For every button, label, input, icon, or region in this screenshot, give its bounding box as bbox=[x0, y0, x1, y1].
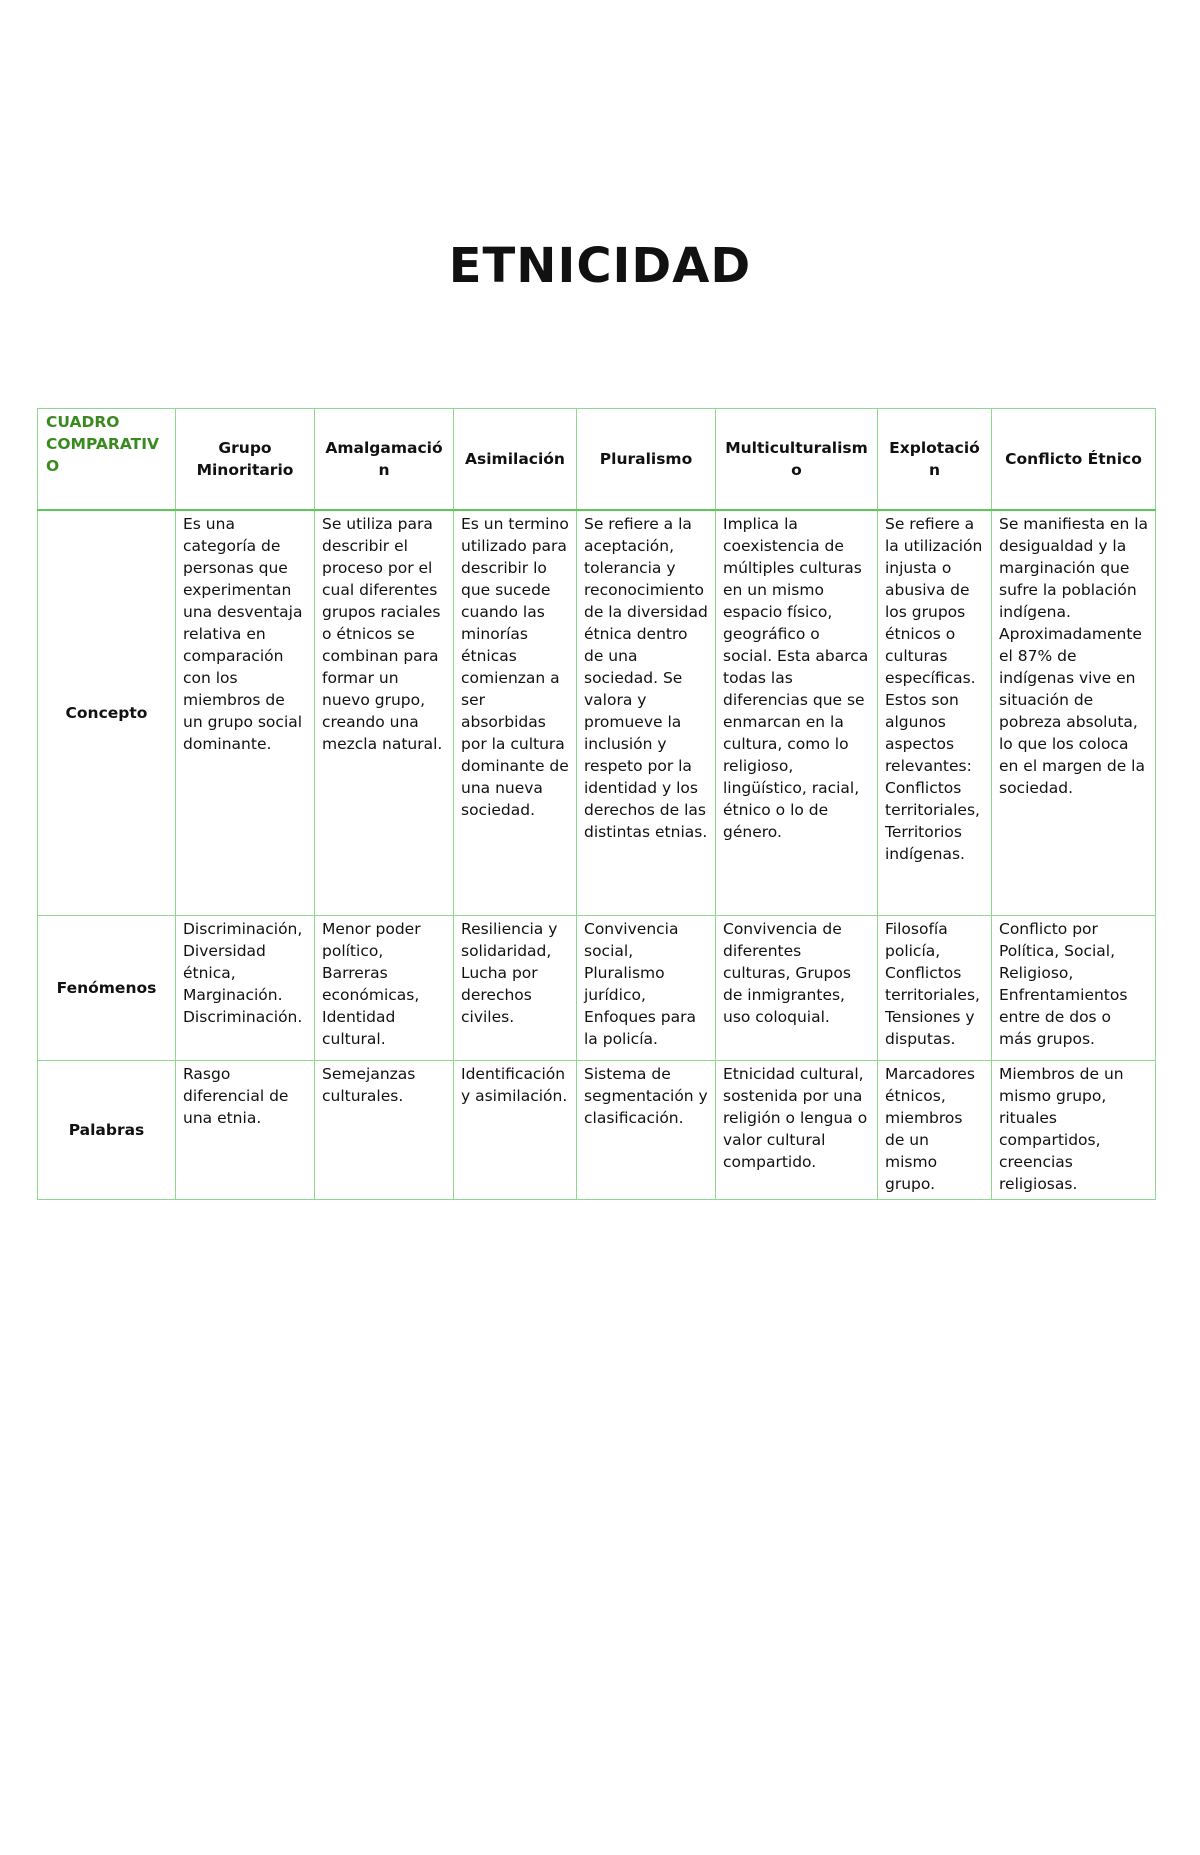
table-cell: Rasgo diferencial de una etnia. bbox=[176, 1061, 315, 1200]
table-cell: Discriminación, Diversidad étnica, Marginación. Discriminación. bbox=[176, 916, 315, 1061]
column-header: Asimilación bbox=[454, 409, 577, 511]
row-header: Concepto bbox=[38, 510, 176, 916]
corner-label: CUADRO COMPARATIVO bbox=[38, 409, 176, 511]
table-cell: Sistema de segmentación y clasificación. bbox=[577, 1061, 716, 1200]
table-cell: Identificación y asimilación. bbox=[454, 1061, 577, 1200]
table-cell: Convivencia de diferentes culturas, Grupos de inmigrantes, uso coloquial. bbox=[716, 916, 878, 1061]
table-cell: Semejanzas culturales. bbox=[315, 1061, 454, 1200]
comparison-table bbox=[37, 408, 1156, 1200]
table-cell: Se refiere a la aceptación, tolerancia y reconocimiento de la diversidad étnica dentro de una sociedad. Se valora y promueve la inclusión y respeto por la identidad y los derechos de las distintas etnias. bbox=[577, 510, 716, 916]
table-cell: Conflicto por Política, Social, Religioso, Enfrentamientos entre de dos o más grupos. bbox=[992, 916, 1156, 1061]
table-row bbox=[38, 1061, 1156, 1200]
table-cell: Se refiere a la utilización injusta o abusiva de los grupos étnicos o culturas específicas. Estos son algunos aspectos relevantes: Conflictos territoriales, Territorios indígenas. bbox=[878, 510, 992, 916]
comparison-table-container bbox=[37, 408, 1155, 1200]
table-cell: Filosofía policía, Conflictos territoriales, Tensiones y disputas. bbox=[878, 916, 992, 1061]
table-cell: Se manifiesta en la desigualdad y la marginación que sufre la población indígena. Aproximadamente el 87% de indígenas vive en situación de pobreza absoluta, lo que los coloca en el margen de la sociedad. bbox=[992, 510, 1156, 916]
table-cell: Convivencia social, Pluralismo jurídico, Enfoques para la policía. bbox=[577, 916, 716, 1061]
column-header: Conflicto Étnico bbox=[992, 409, 1156, 511]
column-header: Multiculturalismo bbox=[716, 409, 878, 511]
column-header: Pluralismo bbox=[577, 409, 716, 511]
table-row bbox=[38, 916, 1156, 1061]
table-cell: Implica la coexistencia de múltiples culturas en un mismo espacio físico, geográfico o social. Esta abarca todas las diferencias que se enmarcan en la cultura, como lo religioso, lingüístico, racial, étnico o lo de género. bbox=[716, 510, 878, 916]
table-cell: Es un termino utilizado para describir lo que sucede cuando las minorías étnicas comienzan a ser absorbidas por la cultura dominante de una nueva sociedad. bbox=[454, 510, 577, 916]
row-header: Palabras bbox=[38, 1061, 176, 1200]
table-cell: Resiliencia y solidaridad, Lucha por derechos civiles. bbox=[454, 916, 577, 1061]
table-row bbox=[38, 510, 1156, 916]
table-cell: Etnicidad cultural, sostenida por una religión o lengua o valor cultural compartido. bbox=[716, 1061, 878, 1200]
column-header: Explotación bbox=[878, 409, 992, 511]
table-cell: Menor poder político, Barreras económicas, Identidad cultural. bbox=[315, 916, 454, 1061]
row-header: Fenómenos bbox=[38, 916, 176, 1061]
table-header-row bbox=[38, 409, 1156, 511]
table-cell: Es una categoría de personas que experimentan una desventaja relativa en comparación con los miembros de un grupo social dominante. bbox=[176, 510, 315, 916]
table-cell: Se utiliza para describir el proceso por el cual diferentes grupos raciales o étnicos se combinan para formar un nuevo grupo, creando una mezcla natural. bbox=[315, 510, 454, 916]
page-title: ETNICIDAD bbox=[448, 238, 752, 294]
column-header: Grupo Minoritario bbox=[176, 409, 315, 511]
table-cell: Miembros de un mismo grupo, rituales compartidos, creencias religiosas. bbox=[992, 1061, 1156, 1200]
column-header: Amalgamación bbox=[315, 409, 454, 511]
table-cell: Marcadores étnicos, miembros de un mismo grupo. bbox=[878, 1061, 992, 1200]
